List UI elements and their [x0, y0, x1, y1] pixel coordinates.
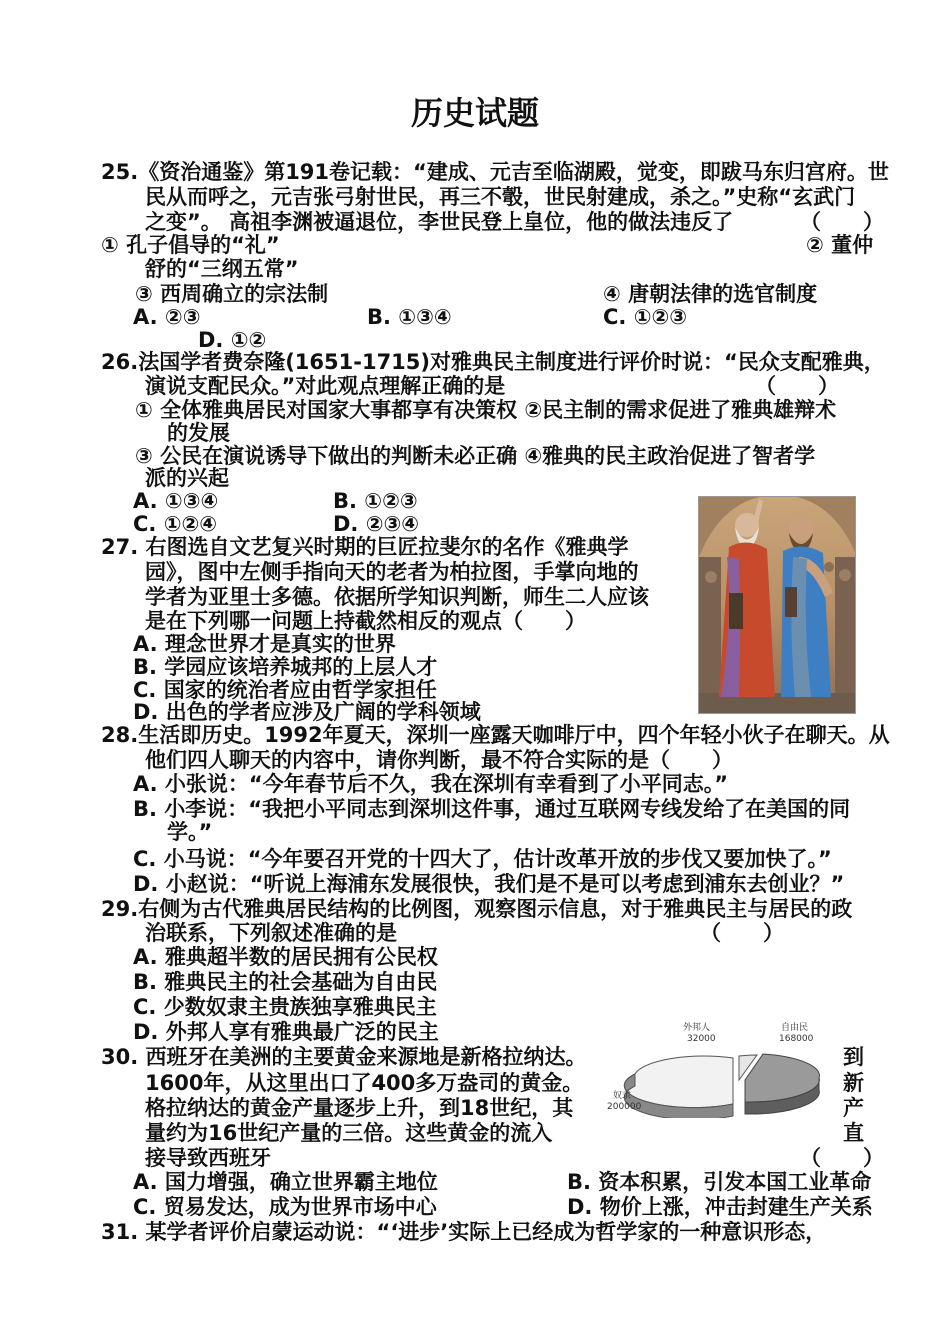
q30-right-char-1: 到: [843, 1045, 864, 1069]
q26-items-1-2: ① 全体雅典居民对国家大事都享有决策权 ②民主制的需求促进了雅典雄辩术: [135, 398, 837, 422]
q28-option-b-cont: 学。”: [167, 820, 213, 844]
q28-option-c: C. 小马说：“今年要召开党的十四大了，估计改革开放的步伐又要加快了。”: [133, 847, 832, 871]
q29-option-a: A. 雅典超半数的居民拥有公民权: [133, 945, 438, 969]
q30-right-char-3: 产: [843, 1096, 864, 1120]
q29-option-b: B. 雅典民主的社会基础为自由民: [133, 970, 438, 994]
q25-answer-paren: （ ）: [800, 210, 884, 234]
q27-stem-line2: 园》，图中左侧手指向天的老者为柏拉图，手掌向地的: [145, 560, 639, 584]
q25-option-d: D. ①②: [198, 328, 267, 352]
q27-option-d: D. 出色的学者应涉及广阔的学科领域: [133, 700, 481, 724]
q30-stem-line5: 接导致西班牙: [145, 1146, 271, 1170]
pie-value-slave: 200000: [607, 1102, 642, 1112]
q25-item-2-cont: 舒的“三纲五常”: [145, 257, 299, 281]
q25-item-4: ④ 唐朝法律的选官制度: [603, 282, 818, 306]
q30-stem-line4: 量约为16世纪产量的三倍。这些黄金的流入: [145, 1121, 553, 1145]
q26-items-3-4: ③ 公民在演说诱导下做出的判断未必正确 ④雅典的民主政治促进了智者学: [135, 444, 816, 468]
school-of-athens-image: [698, 496, 856, 714]
q27-option-c: C. 国家的统治者应由哲学家担任: [133, 678, 437, 702]
q26-stem-line1: 26.法国学者费奈隆(1651-1715)对雅典民主制度进行评价时说：“民众支配雅典，: [101, 350, 885, 374]
q25-item-1: ① 孔子倡导的“礼”: [101, 233, 280, 257]
q29-option-d: D. 外邦人享有雅典最广泛的民主: [133, 1020, 439, 1044]
q25-stem-line2: 民从而呼之，元吉张弓射世民，再三不彀，世民射建成，杀之。”史称“玄武门: [145, 185, 856, 209]
q28-option-d: D. 小赵说：“听说上海浦东发展很快，我们是不是可以考虑到浦东去创业？”: [133, 872, 845, 896]
q26-option-d: D. ②③④: [333, 512, 420, 536]
q25-item-3: ③ 西周确立的宗法制: [135, 282, 329, 306]
q27-option-b: B. 学园应该培养城邦的上层人才: [133, 655, 438, 679]
q25-item-2: ② 董仲: [806, 233, 874, 257]
q30-option-c: C. 贸易发达，成为世界市场中心: [133, 1195, 437, 1219]
q25-option-a: A. ②③: [133, 305, 201, 329]
q29-stem-line1: 29.右侧为古代雅典居民结构的比例图，观察图示信息，对于雅典民主与居民的政: [101, 897, 853, 921]
q26-stem-line2: 演说支配民众。”对此观点理解正确的是: [145, 374, 506, 398]
q29-stem-line2: 治联系，下列叙述准确的是: [145, 921, 397, 945]
q26-option-c: C. ①②④: [133, 512, 218, 536]
q26-items-1-2-cont: 的发展: [167, 421, 230, 445]
q30-answer-paren: （ ）: [800, 1146, 884, 1170]
q29-option-c: C. 少数奴隶主贵族独享雅典民主: [133, 995, 437, 1019]
q30-option-b: B. 资本积累，引发本国工业革命: [567, 1170, 872, 1194]
pie-value-foreign: 32000: [687, 1034, 716, 1044]
q26-items-3-4-cont: 派的兴起: [145, 466, 229, 490]
q26-option-a: A. ①③④: [133, 489, 219, 513]
q30-stem-line2: 1600年，从这里出口了400多万盎司的黄金。: [145, 1071, 584, 1095]
pie-label-slave: 奴隶: [613, 1091, 632, 1101]
q30-option-d: D. 物价上涨，冲击封建生产关系: [567, 1195, 873, 1219]
q25-option-b: B. ①③④: [367, 305, 452, 329]
q25-stem-line1: 25.《资治通鉴》第191卷记载：“建成、元吉至临湖殿，觉变，即跋马东归宫府。世: [101, 160, 889, 184]
q27-option-a: A. 理念世界才是真实的世界: [133, 632, 396, 656]
q28-option-a: A. 小张说：“今年春节后不久，我在深圳有幸看到了小平同志。”: [133, 772, 729, 796]
q25-option-c: C. ①②③: [603, 305, 688, 329]
q26-answer-paren: （ ）: [755, 374, 839, 398]
q27-stem-line1: 27. 右图选自文艺复兴时期的巨匠拉斐尔的名作《雅典学: [101, 535, 629, 559]
q28-stem-line2: 他们四人聊天的内容中，请你判断，最不符合实际的是（ ）: [145, 748, 733, 772]
pie-label-free: 自由民: [781, 1023, 809, 1033]
athens-population-pie-chart: [605, 1022, 840, 1118]
q31-stem-line1: 31. 某学者评价启蒙运动说：“‘进步’实际上已经成为哲学家的一种意识形态，: [101, 1220, 827, 1244]
q29-answer-paren: （ ）: [700, 921, 784, 945]
q27-stem-line4: 是在下列哪一问题上持截然相反的观点（ ）: [145, 609, 586, 633]
q30-stem-line3: 格拉纳达的黄金产量逐步上升，到18世纪，其: [145, 1096, 574, 1120]
q26-option-b: B. ①②③: [333, 489, 418, 513]
pie-label-foreign: 外邦人: [683, 1023, 711, 1033]
q27-stem-line3: 学者为亚里士多德。依据所学知识判断，师生二人应该: [145, 585, 649, 609]
q28-option-b: B. 小李说：“我把小平同志到深圳这件事，通过互联网专线发给了在美国的同: [133, 797, 851, 821]
page-title: 历史试题: [410, 94, 539, 132]
q30-option-a: A. 国力增强，确立世界霸主地位: [133, 1170, 438, 1194]
q25-stem-line3: 之变”。 高祖李渊被逼退位，李世民登上皇位，他的做法违反了: [145, 210, 734, 234]
q28-stem-line1: 28.生活即历史。1992年夏天，深圳一座露天咖啡厅中，四个年轻小伙子在聊天。从: [101, 723, 890, 747]
q30-right-char-2: 新: [843, 1071, 864, 1095]
q30-right-char-4: 直: [843, 1121, 864, 1145]
q30-stem-line1: 30. 西班牙在美洲的主要黄金来源地是新格拉纳达。: [101, 1045, 587, 1069]
pie-value-free: 168000: [779, 1034, 814, 1044]
